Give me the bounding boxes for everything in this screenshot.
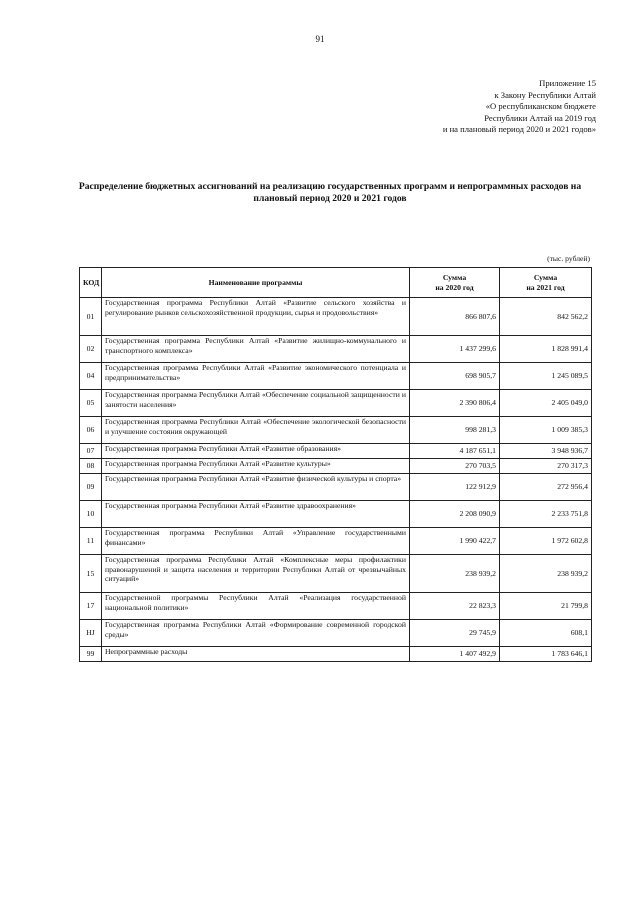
- row-sum-2021: 272 956,4: [500, 474, 592, 501]
- row-sum-2020: 1 990 422,7: [410, 528, 500, 555]
- row-code: HJ: [80, 620, 102, 647]
- row-program-name: Государственная программа Республики Алтай «Обеспечение экологической безопасности и улучшение состояния окружающей: [102, 417, 410, 444]
- units-note: (тыс. рублей): [547, 254, 590, 263]
- row-sum-2021: 608,1: [500, 620, 592, 647]
- table-row: [80, 555, 592, 593]
- row-program-name: Государственная программа Республики Алтай «Развитие жилищно-коммунального и транспортного комплекса»: [102, 336, 410, 363]
- row-program-name: Государственная программа Республики Алтай «Развитие здравоохранения»: [102, 501, 410, 528]
- table-row: [80, 417, 592, 444]
- row-program-name: Непрограммные расходы: [102, 647, 410, 662]
- table-row: [80, 444, 592, 459]
- page-number: 91: [315, 34, 325, 44]
- row-sum-2021: 1 828 991,4: [500, 336, 592, 363]
- row-sum-2020: 2 390 806,4: [410, 390, 500, 417]
- table-row: [80, 620, 592, 647]
- row-sum-2021: 3 948 936,7: [500, 444, 592, 459]
- row-code: 09: [80, 474, 102, 501]
- appendix-line: «О республиканском бюджете: [485, 101, 596, 112]
- row-program-name: Государственная программа Республики Алтай «Развитие образования»: [102, 444, 410, 459]
- row-sum-2020: 22 823,3: [410, 593, 500, 620]
- table-header-row: [80, 268, 592, 298]
- row-sum-2020: 1 407 492,9: [410, 647, 500, 662]
- row-sum-2021: 1 245 089,5: [500, 363, 592, 390]
- header-name: Наименование программы: [102, 268, 410, 298]
- table-row: [80, 528, 592, 555]
- table-row: [80, 336, 592, 363]
- header-sum-2020-line1: Сумма: [442, 272, 467, 282]
- appendix-line: Приложение 15: [539, 78, 596, 88]
- table-row: [80, 647, 592, 662]
- row-sum-2020: 1 437 299,6: [410, 336, 500, 363]
- row-code: 99: [80, 647, 102, 662]
- row-sum-2020: 4 187 651,1: [410, 444, 500, 459]
- row-code: 07: [80, 444, 102, 459]
- row-sum-2021: 1 972 602,8: [500, 528, 592, 555]
- row-code: 17: [80, 593, 102, 620]
- row-sum-2020: 698 905,7: [410, 363, 500, 390]
- row-program-name: Государственная программа Республики Алтай «Развитие культуры»: [102, 459, 410, 474]
- table-row: [80, 363, 592, 390]
- row-sum-2020: 866 807,6: [410, 298, 500, 336]
- row-sum-2021: 238 939,2: [500, 555, 592, 593]
- row-sum-2021: 1 009 385,3: [500, 417, 592, 444]
- row-sum-2021: 842 562,2: [500, 298, 592, 336]
- table-row: [80, 459, 592, 474]
- row-program-name: Государственная программа Республики Алтай «Развитие экономического потенциала и предпринимательства»: [102, 363, 410, 390]
- row-sum-2020: 998 281,3: [410, 417, 500, 444]
- table-body: [80, 298, 592, 662]
- appendix-line: Республики Алтай на 2019 год: [484, 112, 596, 123]
- table-row: [80, 390, 592, 417]
- row-program-name: Государственная программа Республики Алтай «Обеспечение социальной защищенности и занятости населения»: [102, 390, 410, 417]
- row-code: 15: [80, 555, 102, 593]
- row-sum-2021: 2 405 049,0: [500, 390, 592, 417]
- row-sum-2021: 270 317,3: [500, 459, 592, 474]
- header-sum-2020: [410, 268, 500, 298]
- header-sum-2021: [500, 268, 592, 298]
- row-sum-2020: 270 703,5: [410, 459, 500, 474]
- header-code: КОД: [80, 268, 102, 298]
- budget-table: [79, 267, 592, 662]
- appendix-line: и на плановый период 2020 и 2021 годов»: [442, 124, 596, 135]
- row-program-name: Государственная программа Республики Алтай «Управление государственными финансами»: [102, 528, 410, 555]
- table-row: [80, 298, 592, 336]
- row-code: 05: [80, 390, 102, 417]
- row-program-name: Государственная программа Республики Алтай «Развитие физической культуры и спорта»: [102, 474, 410, 501]
- row-sum-2020: 122 912,9: [410, 474, 500, 501]
- row-sum-2021: 21 799,8: [500, 593, 592, 620]
- row-code: 06: [80, 417, 102, 444]
- row-code: 08: [80, 459, 102, 474]
- header-sum-2021-line1: Сумма: [533, 272, 558, 282]
- row-sum-2020: 238 939,2: [410, 555, 500, 593]
- row-sum-2020: 29 745,9: [410, 620, 500, 647]
- document-title: Распределение бюджетных ассигнований на реализацию государственных программ и непрограммных расходов на плановый период 2020 и 2021 годов: [78, 181, 582, 204]
- row-program-name: Государственная программа Республики Алтай «Развитие сельского хозяйства и регулирование рынков сельскохозяйственной продукции, сырья и продовольствия»: [102, 298, 410, 336]
- row-code: 04: [80, 363, 102, 390]
- row-sum-2020: 2 208 090,9: [410, 501, 500, 528]
- appendix-line: к Закону Республики Алтай: [494, 89, 596, 100]
- table-row: [80, 474, 592, 501]
- header-sum-2020-line2: на 2020 год: [435, 282, 474, 292]
- table-row: [80, 593, 592, 620]
- row-code: 11: [80, 528, 102, 555]
- row-sum-2021: 2 233 751,8: [500, 501, 592, 528]
- row-program-name: Государственная программа Республики Алтай «Формирование современной городской среды»: [102, 620, 410, 647]
- row-sum-2021: 1 783 646,1: [500, 647, 592, 662]
- row-code: 10: [80, 501, 102, 528]
- row-program-name: Государственной программы Республики Алтай «Реализация государственной национальной политики»: [102, 593, 410, 620]
- appendix-reference: [443, 78, 596, 136]
- row-program-name: Государственная программа Республики Алтай «Комплексные меры профилактики правонарушений и защита населения и территории Республики Алтай от чрезвычайных ситуаций»: [102, 555, 410, 593]
- row-code: 01: [80, 298, 102, 336]
- header-sum-2021-line2: на 2021 год: [526, 282, 565, 292]
- row-code: 02: [80, 336, 102, 363]
- table-row: [80, 501, 592, 528]
